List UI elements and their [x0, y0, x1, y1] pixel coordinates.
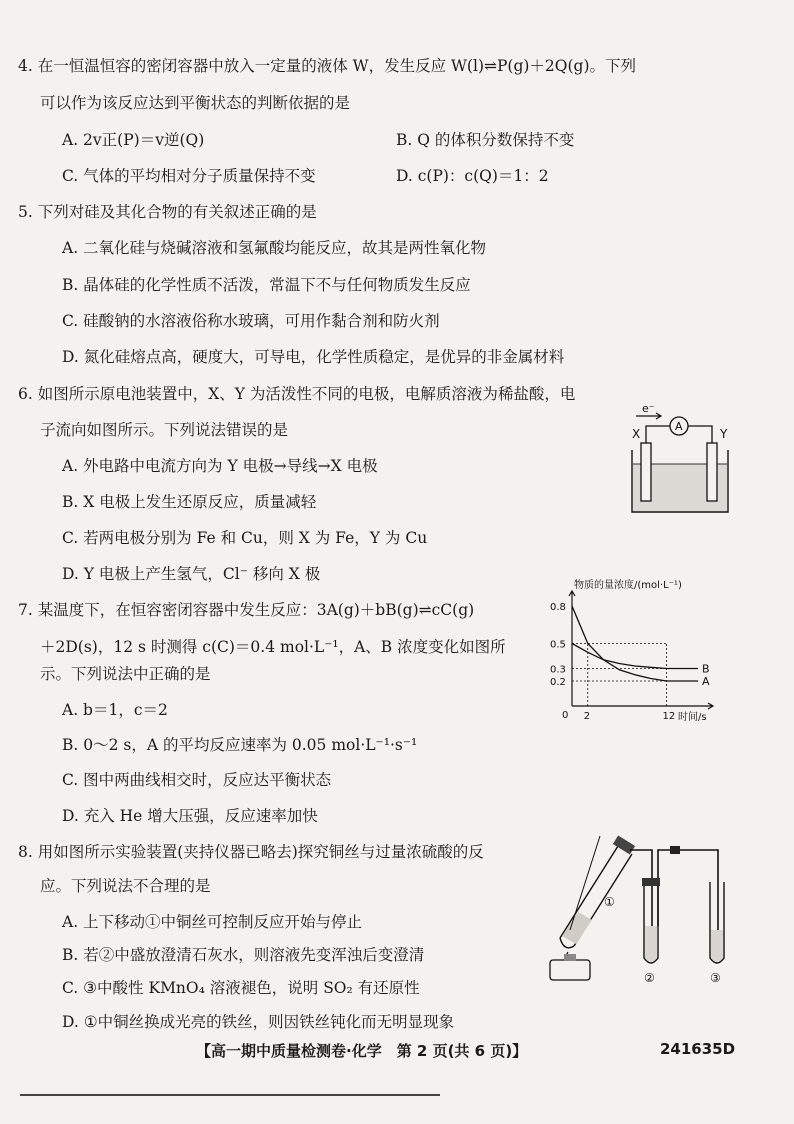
delivery-tube-2 — [658, 850, 718, 938]
x-axis-label: 时间/s — [678, 712, 707, 723]
electron-label: e⁻ — [642, 402, 655, 415]
q7-option-c: C. 图中两曲线相交时，反应达平衡状态 — [62, 771, 332, 789]
y-tick-label: 0.3 — [550, 664, 566, 676]
test-tube-1 — [560, 835, 635, 947]
y-tick-label: 0.5 — [550, 639, 566, 651]
q7-stem-line1: 7. 某温度下，在恒容密闭容器中发生反应：3A(g)＋bB(g)⇌cC(g) — [18, 601, 475, 619]
q4-stem-line2: 可以作为该反应达到平衡状态的判断依据的是 — [40, 94, 351, 112]
q4-option-c: C. 气体的平均相对分子质量保持不变 — [62, 167, 316, 185]
wire-right — [688, 426, 712, 443]
stopper-1 — [613, 835, 635, 854]
q4-option-b: B. Q 的体积分数保持不变 — [396, 131, 575, 149]
q7-stem-line3: 示。下列说法中正确的是 — [40, 665, 211, 683]
q6-option-a: A. 外电路中电流方向为 Y 电极→导线→X 电极 — [62, 457, 378, 475]
q5-option-d: D. 氮化硅熔点高，硬度大，可导电，化学性质稳定，是优异的非金属材料 — [62, 348, 565, 366]
series-label-A: A — [702, 675, 710, 688]
page-footer: 【高一期中质量检测卷·化学 第 2 页(共 6 页)】 — [196, 1042, 528, 1060]
label-1: ① — [604, 895, 615, 909]
q4-option-d: D. c(P)：c(Q)＝1：2 — [396, 167, 549, 185]
y-tick-label: 0.8 — [550, 602, 566, 613]
q7-option-d: D. 充入 He 增大压强，反应速率加快 — [62, 807, 318, 825]
test-tube-3 — [710, 882, 724, 963]
x-tick-label: 12 — [662, 711, 676, 722]
delivery-tube-1 — [630, 850, 652, 934]
q7-stem-line2: ＋2D(s)，12 s 时测得 c(C)＝0.4 mol·L⁻¹，A、B 浓度变化如图所 — [40, 638, 506, 656]
rubber-joint — [670, 846, 680, 854]
q8-option-a: A. 上下移动①中铜丝可控制反应开始与停止 — [62, 913, 363, 931]
q8-stem-line2: 应。下列说法不合理的是 — [40, 877, 211, 895]
galvanic-cell-figure — [628, 398, 738, 518]
q5-option-b: B. 晶体硅的化学性质不活泼，常温下不与任何物质发生反应 — [62, 276, 471, 294]
q5-stem: 5. 下列对硅及其化合物的有关叙述正确的是 — [18, 203, 317, 221]
q8-option-c: C. ③中酸性 KMnO₄ 溶液褪色，说明 SO₂ 有还原性 — [62, 979, 420, 997]
apparatus-figure — [540, 826, 730, 986]
q8-stem-line1: 8. 用如图所示实验装置(夹持仪器已略去)探究铜丝与过量浓硫酸的反 — [18, 843, 484, 861]
electrode-x — [641, 443, 651, 501]
electrode-y — [707, 443, 717, 501]
electrode-x-label: X — [632, 427, 641, 441]
alcohol-lamp — [550, 952, 590, 980]
q6-stem-line2: 子流向如图所示。下列说法错误的是 — [40, 421, 289, 439]
q7-option-b: B. 0～2 s，A 的平均反应速率为 0.05 mol·L⁻¹·s⁻¹ — [62, 736, 418, 754]
q6-option-b: B. X 电极上发生还原反应，质量减轻 — [62, 493, 317, 511]
q5-option-c: C. 硅酸钠的水溶液俗称水玻璃，可用作黏合剂和防火剂 — [62, 312, 440, 330]
q6-stem-line1: 6. 如图所示原电池装置中，X、Y 为活泼性不同的电极，电解质溶液为稀盐酸，电 — [18, 385, 576, 403]
series-line-A — [572, 606, 698, 681]
x-tick-label: 2 — [583, 711, 591, 722]
q5-option-a: A. 二氧化硅与烧碱溶液和氢氟酸均能反应，故其是两性氧化物 — [62, 239, 487, 257]
q4-stem-line1: 4. 在一恒温恒容的密闭容器中放入一定量的液体 W，发生反应 W(l)⇌P(g)＋2Q(g)。下列 — [18, 57, 637, 75]
y-tick-label: 0.2 — [550, 677, 566, 688]
concentration-chart — [536, 580, 726, 728]
q8-option-b: B. 若②中盛放澄清石灰水，则溶液先变浑浊后变澄清 — [62, 946, 425, 964]
y-axis-label: 物质的量浓度/(mol·L⁻¹) — [574, 580, 682, 591]
paper-code: 241635D — [660, 1040, 736, 1058]
bottom-rule — [20, 1094, 440, 1096]
q6-option-d: D. Y 电极上产生氢气，Cl⁻ 移向 X 极 — [62, 565, 321, 583]
origin-label: 0 — [562, 710, 569, 721]
ammeter-label: A — [675, 420, 683, 433]
q7-option-a: A. b＝1，c＝2 — [62, 701, 168, 719]
series-label-B: B — [702, 662, 710, 676]
electrode-y-label: Y — [720, 427, 728, 441]
label-2: ② — [644, 971, 655, 985]
q8-option-d: D. ①中铜丝换成光亮的铁丝，则因铁丝钝化而无明显现象 — [62, 1013, 455, 1031]
label-3: ③ — [710, 971, 721, 985]
q6-option-c: C. 若两电极分别为 Fe 和 Cu，则 X 为 Fe，Y 为 Cu — [62, 529, 428, 547]
wire-left — [646, 426, 670, 443]
q4-option-a: A. 2v正(P)＝v逆(Q) — [62, 131, 205, 149]
